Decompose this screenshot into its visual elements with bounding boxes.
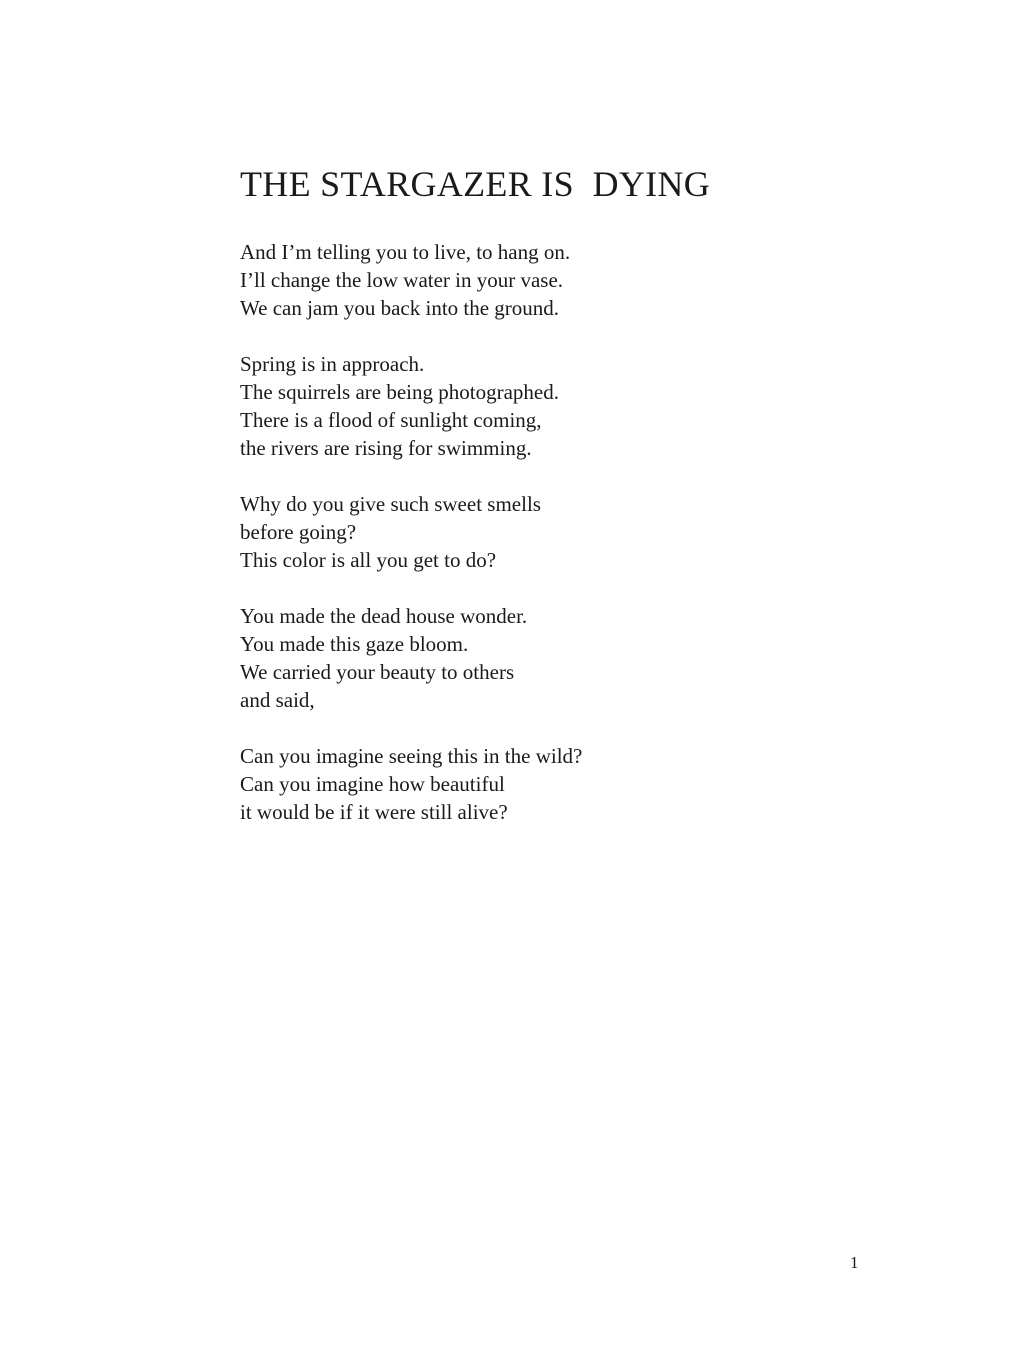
stanza: [240, 602, 800, 714]
poem-line: the rivers are rising for swimming.: [240, 436, 532, 460]
poem-line: We can jam you back into the ground.: [240, 296, 560, 320]
poem-line: Can you imagine seeing this in the wild?: [240, 744, 583, 768]
poem-line: Spring is in approach.: [240, 352, 425, 376]
poem-line: before going?: [240, 520, 357, 544]
stanza: [240, 350, 800, 462]
poem-line: it would be if it were still alive?: [240, 800, 508, 824]
poem-body: [240, 238, 800, 854]
page-number: 1: [850, 1253, 859, 1272]
poem-line: This color is all you get to do?: [240, 548, 497, 572]
poem-title: THE STARGAZER IS DYING: [240, 164, 710, 204]
poem-line: There is a flood of sunlight coming,: [240, 408, 542, 432]
poem-line: We carried your beauty to others: [240, 660, 515, 684]
poem-line: Why do you give such sweet smells: [240, 492, 541, 516]
stanza: [240, 238, 800, 322]
stanza: [240, 490, 800, 574]
poem-line: and said,: [240, 688, 315, 712]
poem-line: The squirrels are being photographed.: [240, 380, 559, 404]
poem-line: You made the dead house wonder.: [240, 604, 528, 628]
poem-line: You made this gaze bloom.: [240, 632, 469, 656]
poem-line: And I’m telling you to live, to hang on.: [240, 240, 571, 264]
poem-line: Can you imagine how beautiful: [240, 772, 505, 796]
stanza: [240, 742, 800, 826]
poem-line: I’ll change the low water in your vase.: [240, 268, 564, 292]
